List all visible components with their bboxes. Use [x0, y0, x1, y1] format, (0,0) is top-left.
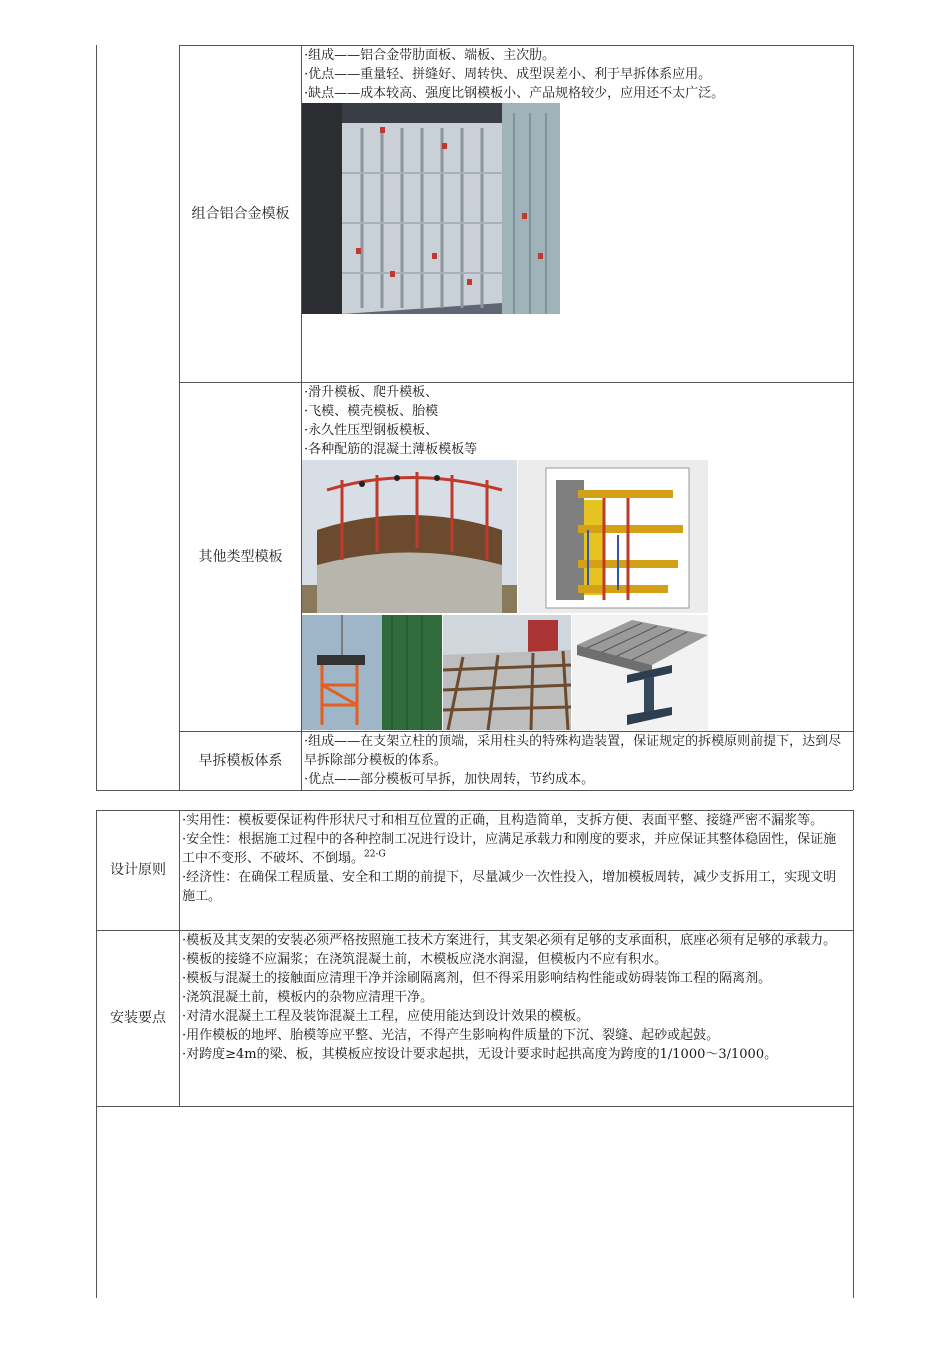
mold-shell-photo [443, 615, 571, 730]
row-label-design-principles: 设计原则 [110, 862, 166, 878]
slip-form-silo-photo [302, 460, 517, 613]
other-types-description: ·滑升模板、爬升模板、 ·飞模、模壳模板、胎模 ·永久性压型钢板模板、 ·各种配筋的混凝土薄板模板等 [304, 385, 478, 457]
profiled-steel-deck-diagram [572, 615, 708, 730]
aluminum-description: ·组成——铝合金带肋面板、端板、主次肋。 ·优点——重量轻、拼缝好、周转快、成型误差小、利于早拆体系应用。 ·缺点——成本较高、强度比钢模板小、产品规格较少，应用还不太广泛。 [304, 48, 725, 101]
early-removal-description: ·组成——在支架立柱的顶端，采用柱头的特殊构造装置，保证规定的拆模原则前提下，达到尽早拆除部分模板的体系。 ·优点——部分模板可早拆，加快周转，节约成本。 [304, 734, 842, 787]
row-label-installation-points: 安装要点 [110, 1010, 166, 1026]
superscript-note: 22-G [364, 849, 386, 860]
installation-points-description: ·模板及其支架的安装必须严格按照施工技术方案进行，其支架必须有足够的支承面积，底座必须有足够的承载力。 ·模板的接缝不应漏浆；在浇筑混凝土前，木模板应浇水润湿，但模板内不应有积水。 ·模板与混凝土的接触面应清理干净并涂刷隔离剂，但不得采用影响结构性能或妨碍装饰工程的隔离剂。 ·浇筑混凝土前，模板内的杂物应清理干净。 ·对清水混凝土工程及装饰混凝土工程，应使用能达到设计效果的模板。 ·用作模板的地坪、胎模等应平整、光洁，不得产生影响构件质量的下沉、裂缝、起砂或起鼓。 ·对跨度≥4m的梁、板，其模板应按设计要求起拱，无设计要求时起拱高度为跨度的1/1000～3/1000。 [182, 933, 837, 1062]
row-label-aluminum: 组合铝合金模板 [191, 205, 290, 222]
lower-table [0, 800, 950, 1345]
aluminum-formwork-photo [302, 103, 560, 314]
row-label-early-removal: 早拆模板体系 [198, 752, 283, 769]
climbing-form-diagram [518, 460, 708, 613]
flying-form-photo [302, 615, 442, 730]
row-label-other: 其他类型模板 [198, 548, 283, 565]
design-principles-description: ·实用性：模板要保证构件形状尺寸和相互位置的正确，且构造简单，支拆方便、表面平整、接缝严密不漏浆等。 ·安全性：根据施工过程中的各种控制工况进行设计，应满足承载力和刚度的要求，并应保证其整体稳固性，保证施工中不变形、不破坏、不倒塌。$^{22-G}$ ·经济性：在确保工程质量、安全和工期的前提下，尽量减少一次性投入，增加模板周转，减少支拆用工，实现文明施工。 [182, 813, 837, 904]
